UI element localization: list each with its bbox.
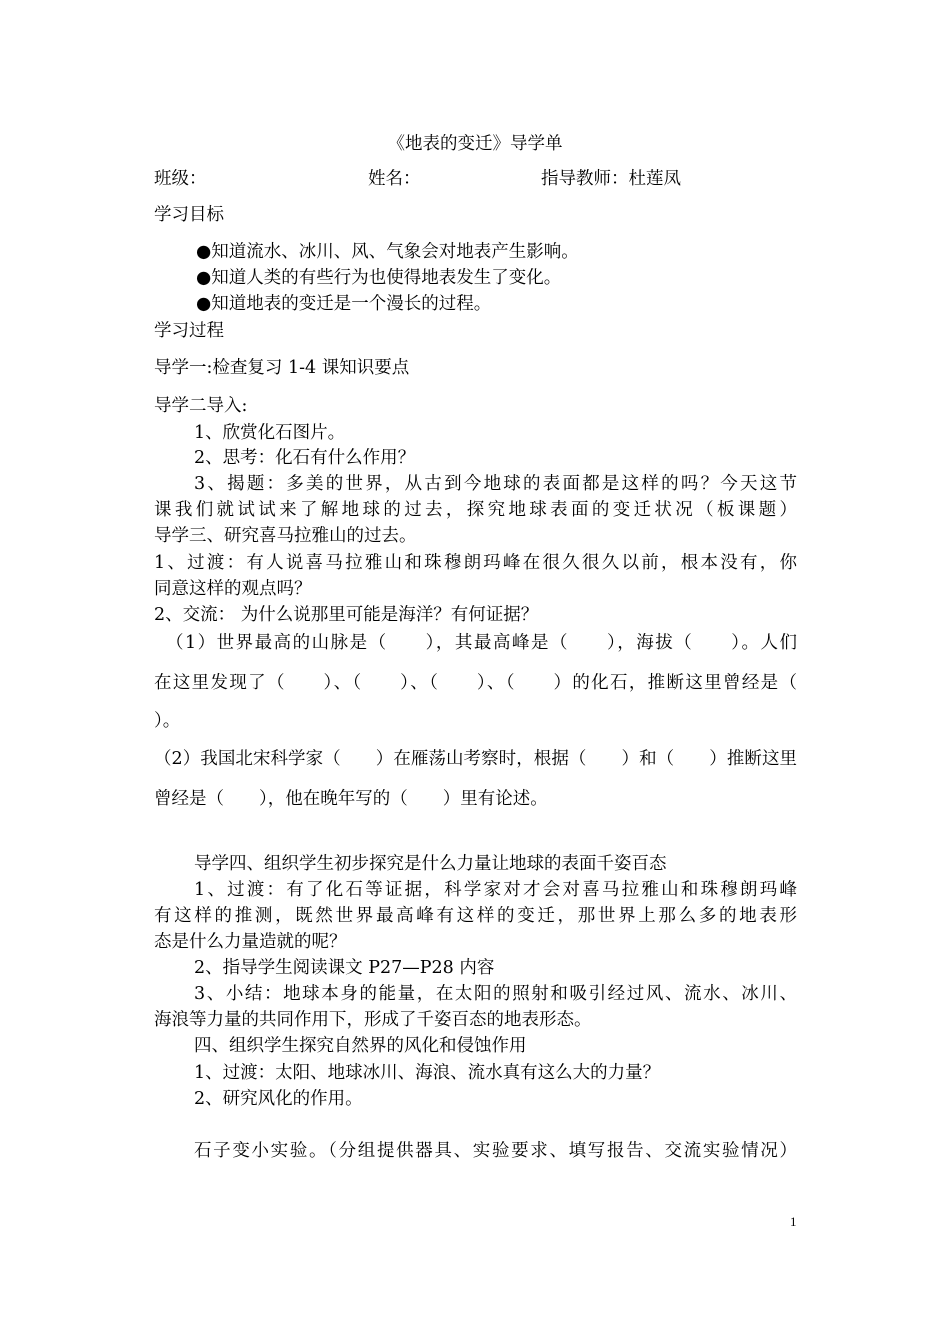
page-number: 1 bbox=[790, 1214, 797, 1229]
goal-item: ●知道地表的变迁是一个漫长的过程。 bbox=[196, 294, 492, 314]
section4-heading: 四、组织学生探究自然界的风化和侵蚀作用 bbox=[194, 1036, 527, 1056]
name-label: 姓名： bbox=[368, 169, 421, 189]
guide4-item: 海浪等力量的共同作用下，形成了千姿百态的地表形态。 bbox=[154, 1010, 592, 1030]
teacher-label: 指导教师：杜莲凤 bbox=[541, 169, 681, 189]
guide3-item: （1）世界最高的山脉是（ ），其最高峰是（ ），海拔（ ）。人们 bbox=[166, 633, 797, 653]
guide4-item: 有这样的推测，既然世界最高峰有这样的变迁，那世界上那么多的地表形 bbox=[154, 906, 797, 926]
goals-heading: 学习目标 bbox=[154, 205, 224, 225]
guide3-item: 曾经是（ ），他在晚年写的（ ）里有论述。 bbox=[154, 789, 548, 809]
guide3-item: （2）我国北宋科学家（ ）在雁荡山考察时，根据（ ）和（ ）推断这里 bbox=[154, 749, 797, 769]
guide2-item: 2、思考：化石有什么作用？ bbox=[194, 448, 416, 468]
section4-item: 2、研究风化的作用。 bbox=[194, 1089, 363, 1109]
guide2-item: 1、欣赏化石图片。 bbox=[194, 423, 346, 443]
guide3-item: 1、过渡：有人说喜马拉雅山和珠穆朗玛峰在很久很久以前，根本没有，你 bbox=[154, 553, 797, 573]
guide1-text: 导学一:检查复习 1-4 课知识要点 bbox=[154, 358, 410, 378]
guide4-item: 2、指导学生阅读课文 P27—P28 内容 bbox=[194, 958, 495, 978]
goal-item: ●知道流水、冰川、风、气象会对地表产生影响。 bbox=[196, 242, 579, 262]
class-label: 班级： bbox=[154, 169, 207, 189]
section4-item: 1、过渡：太阳、地球冰川、海浪、流水真有这么大的力量？ bbox=[194, 1063, 661, 1083]
guide2-heading: 导学二导入: bbox=[154, 396, 248, 416]
guide3-item: ）。 bbox=[154, 711, 181, 731]
guide4-item: 态是什么力量造就的呢？ bbox=[154, 932, 347, 952]
guide4-heading: 导学四、组织学生初步探究是什么力量让地球的表面千姿百态 bbox=[194, 854, 667, 874]
guide3-item: 在这里发现了（ ）、（ ）、（ ）、（ ）的化石，推断这里曾经是（ bbox=[154, 673, 797, 693]
guide4-item: 3、小结：地球本身的能量，在太阳的照射和吸引经过风、流水、冰川、 bbox=[194, 984, 797, 1004]
guide3-item: 同意这样的观点吗？ bbox=[154, 579, 312, 599]
guide2-item: 3、揭题：多美的世界，从古到今地球的表面都是这样的吗？今天这节 bbox=[194, 474, 797, 494]
document-title: 《地表的变迁》导学单 bbox=[387, 134, 563, 154]
guide4-item: 1、过渡：有了化石等证据，科学家对才会对喜马拉雅山和珠穆朗玛峰 bbox=[194, 880, 797, 900]
process-heading: 学习过程 bbox=[154, 321, 224, 341]
goal-item: ●知道人类的有些行为也使得地表发生了变化。 bbox=[196, 268, 562, 288]
experiment-text: 石子变小实验。（分组提供器具、实验要求、填写报告、交流实验情况） bbox=[194, 1141, 797, 1161]
guide3-heading: 导学三、研究喜马拉雅山的过去。 bbox=[154, 526, 417, 546]
guide3-item: 2、交流： 为什么说那里可能是海洋？有何证据？ bbox=[154, 605, 539, 625]
guide2-item: 课我们就试试来了解地球的过去，探究地球表面的变迁状况（板课题） bbox=[154, 500, 797, 520]
